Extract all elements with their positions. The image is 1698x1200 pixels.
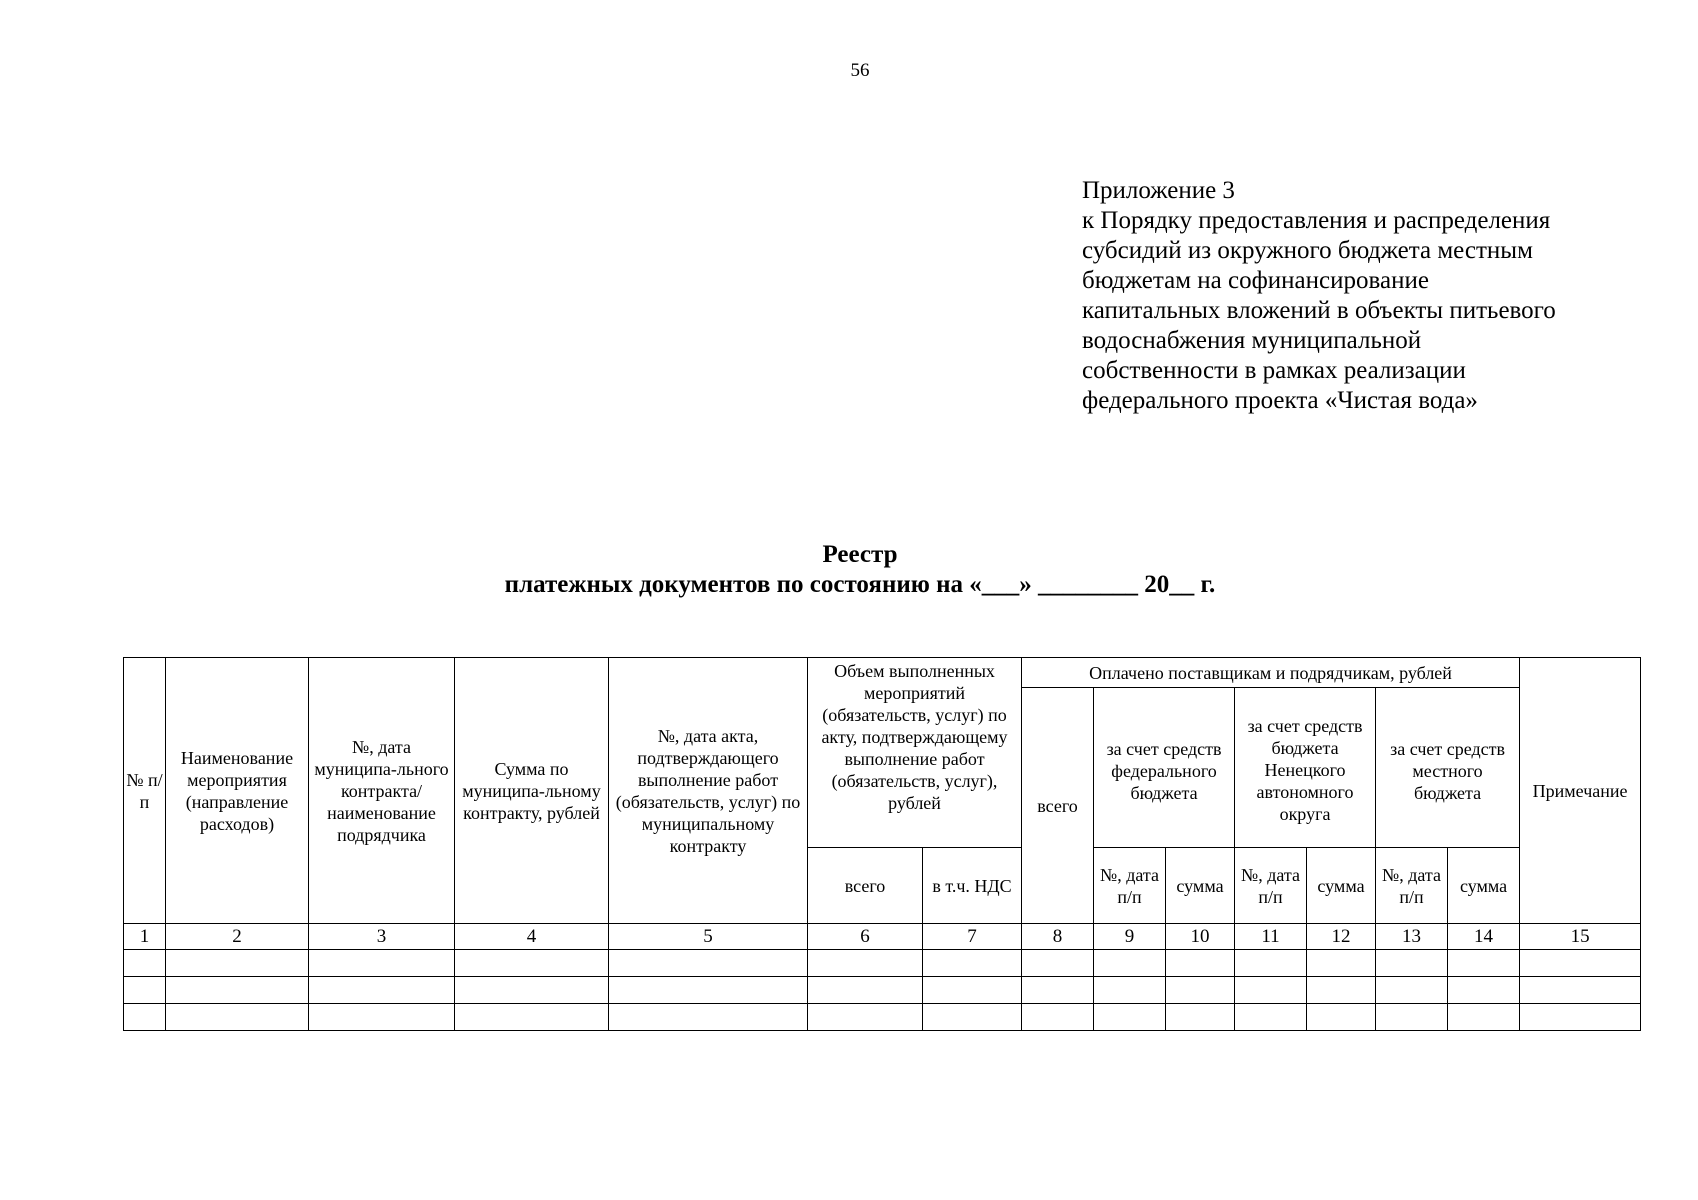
column-number: 5	[609, 924, 808, 950]
header-federal-doc: №, дата п/п	[1094, 848, 1166, 924]
header-local-budget: за счет средств местного бюджета	[1376, 688, 1520, 848]
header-note: Примечание	[1520, 658, 1641, 924]
column-number: 11	[1235, 924, 1307, 950]
appendix-line: собственности в рамках реализации	[1082, 357, 1466, 384]
appendix-line: капитальных вложений в объекты питьевого	[1082, 297, 1556, 324]
appendix-line: федерального проекта «Чистая вода»	[1082, 387, 1478, 414]
registry-table	[123, 657, 1641, 1031]
header-contract-sum: Сумма по муниципа-льному контракту, рублей	[455, 658, 609, 924]
title-line-1: Реестр	[822, 541, 898, 568]
appendix-note	[1082, 176, 1642, 416]
column-number: 12	[1307, 924, 1376, 950]
column-number: 7	[923, 924, 1022, 950]
header-act: №, дата акта, подтверждающего выполнение работ (обязательств, услуг) по муниципальному контракту	[609, 658, 808, 924]
column-number: 15	[1520, 924, 1641, 950]
column-numbers-row	[124, 924, 1641, 950]
header-federal-budget: за счет средств федерального бюджета	[1094, 688, 1235, 848]
appendix-line: к Порядку предоставления и распределения	[1082, 207, 1551, 234]
table-row	[124, 1004, 1641, 1031]
appendix-line: водоснабжения муниципальной	[1082, 327, 1422, 354]
header-nao-doc: №, дата п/п	[1235, 848, 1307, 924]
column-number: 2	[166, 924, 309, 950]
header-num: № п/п	[124, 658, 166, 924]
header-paid-total: всего	[1022, 688, 1094, 924]
appendix-line: Приложение 3	[1082, 177, 1235, 204]
column-number: 4	[455, 924, 609, 950]
table-row	[124, 950, 1641, 977]
appendix-line: субсидий из окружного бюджета местным	[1082, 237, 1533, 264]
header-local-sum: сумма	[1448, 848, 1520, 924]
header-nao-sum: сумма	[1307, 848, 1376, 924]
header-paid: Оплачено поставщикам и подрядчикам, рублей	[1022, 658, 1520, 688]
header-volume: Объем выполненных мероприятий (обязательств, услуг) по акту, подтверждающему выполнение работ (обязательств, услуг), рублей	[808, 658, 1022, 848]
appendix-line: бюджетам на софинансирование	[1082, 267, 1429, 294]
header-local-doc: №, дата п/п	[1376, 848, 1448, 924]
column-number: 6	[808, 924, 923, 950]
header-volume-vat: в т.ч. НДС	[923, 848, 1022, 924]
document-title	[0, 540, 1698, 600]
header-volume-total: всего	[808, 848, 923, 924]
column-number: 1	[124, 924, 166, 950]
page-number: 56	[850, 60, 870, 81]
column-number: 3	[309, 924, 455, 950]
column-number: 14	[1448, 924, 1520, 950]
table-row	[124, 977, 1641, 1004]
title-line-2: платежных документов по состоянию на «___» ________ 20__ г.	[504, 571, 1216, 598]
header-federal-sum: сумма	[1166, 848, 1235, 924]
column-number: 9	[1094, 924, 1166, 950]
header-event-name: Наименование мероприятия (направление расходов)	[166, 658, 309, 924]
column-number: 13	[1376, 924, 1448, 950]
header-nao-budget: за счет средств бюджета Ненецкого автономного округа	[1235, 688, 1376, 848]
header-contract: №, дата муниципа-льного контракта/ наименование подрядчика	[309, 658, 455, 924]
column-number: 8	[1022, 924, 1094, 950]
column-number: 10	[1166, 924, 1235, 950]
